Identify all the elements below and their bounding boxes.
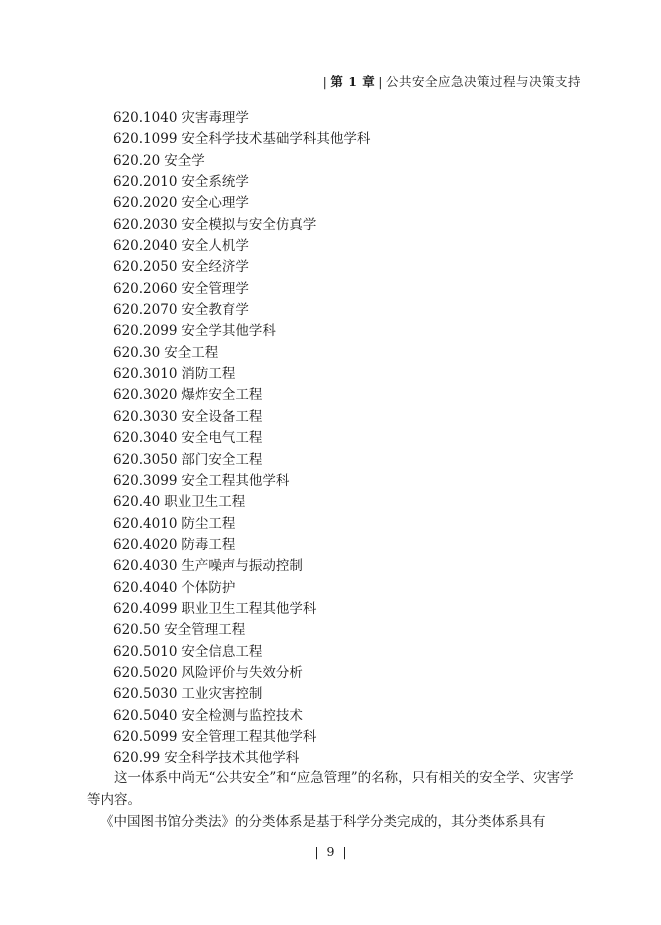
entry-name: 安全工程其他学科: [181, 472, 290, 489]
list-item: [113, 684, 370, 705]
running-header: [320, 72, 581, 90]
entry-name: 爆炸安全工程: [181, 387, 263, 404]
chapter-title: 公共安全应急决策过程与决策支持: [385, 74, 581, 89]
entry-code: 620.1099: [113, 131, 178, 148]
list-item: [113, 279, 370, 300]
list-item: [113, 620, 370, 641]
entry-code: 620.20: [113, 152, 161, 169]
entry-name: 安全科学技术基础学科其他学科: [181, 131, 371, 148]
entry-name: 安全信息工程: [181, 643, 263, 660]
entry-code: 620.2070: [113, 302, 178, 319]
body-paragraph: 《中国图书馆分类法》的分类体系是基于科学分类完成的，其分类体系具有: [100, 814, 546, 830]
entry-name: 安全设备工程: [181, 408, 263, 425]
list-item: [113, 428, 370, 449]
list-item: [113, 129, 370, 150]
entry-name: 职业卫生工程: [164, 494, 246, 511]
entry-code: 620.50: [113, 622, 161, 639]
entry-name: 安全管理学: [181, 280, 249, 297]
entry-name: 安全经济学: [181, 259, 249, 276]
entry-code: 620.99: [113, 750, 161, 767]
entry-code: 620.3030: [113, 408, 178, 425]
entry-name: 安全模拟与安全仿真学: [181, 216, 317, 233]
list-item: [113, 215, 370, 236]
list-item: [113, 385, 370, 406]
list-item: [113, 706, 370, 727]
list-item: [113, 300, 370, 321]
entry-code: 620.2040: [113, 238, 178, 255]
entry-code: 620.5099: [113, 728, 178, 745]
classification-list: [113, 108, 370, 770]
list-item: [113, 407, 370, 428]
entry-code: 620.2099: [113, 323, 178, 340]
entry-name: 安全人机学: [181, 238, 249, 255]
entry-code: 620.3050: [113, 451, 178, 468]
entry-name: 安全教育学: [181, 302, 249, 319]
entry-name: 部门安全工程: [181, 451, 263, 468]
entry-code: 620.40: [113, 494, 161, 511]
entry-code: 620.5010: [113, 643, 178, 660]
entry-code: 620.4010: [113, 515, 178, 532]
entry-name: 安全心理学: [181, 195, 249, 212]
entry-code: 620.5030: [113, 686, 178, 703]
entry-name: 安全学: [164, 152, 205, 169]
list-item: [113, 193, 370, 214]
list-item: [113, 514, 370, 535]
list-item: [113, 364, 370, 385]
list-item: [113, 663, 370, 684]
list-item: [113, 471, 370, 492]
entry-name: 安全科学技术其他学科: [164, 750, 300, 767]
entry-code: 620.5020: [113, 664, 178, 681]
entry-code: 620.5040: [113, 707, 178, 724]
list-item: [113, 727, 370, 748]
list-item: [113, 151, 370, 172]
page-number: 9: [326, 844, 335, 859]
chapter-label: 第 1 章: [330, 74, 376, 89]
list-item: [113, 321, 370, 342]
entry-name: 防尘工程: [181, 515, 236, 532]
footer-separator: |: [314, 844, 319, 859]
entry-code: 620.4040: [113, 579, 178, 596]
list-item: [113, 642, 370, 663]
list-item: [113, 343, 370, 364]
body-paragraph: 这一体系中尚无“公共安全”和“应急管理”的名称，只有相关的安全学、灾害学等内容。: [87, 770, 574, 808]
entry-code: 620.3010: [113, 366, 178, 383]
entry-name: 安全工程: [164, 344, 219, 361]
header-separator: |: [322, 74, 328, 89]
list-item: [113, 450, 370, 471]
entry-name: 职业卫生工程其他学科: [181, 600, 317, 617]
list-item: [113, 257, 370, 278]
entry-name: 安全管理工程其他学科: [181, 728, 317, 745]
list-item: [113, 108, 370, 129]
entry-name: 安全系统学: [181, 174, 249, 191]
entry-code: 620.2060: [113, 280, 178, 297]
entry-code: 620.2030: [113, 216, 178, 233]
entry-name: 安全电气工程: [181, 430, 263, 447]
list-item: [113, 492, 370, 513]
entry-code: 620.4099: [113, 600, 178, 617]
entry-code: 620.2010: [113, 174, 178, 191]
entry-code: 620.4020: [113, 536, 178, 553]
entry-name: 安全检测与监控技术: [181, 707, 303, 724]
entry-name: 个体防护: [181, 579, 236, 596]
entry-name: 风险评价与失效分析: [181, 664, 303, 681]
list-item: [113, 535, 370, 556]
entry-name: 消防工程: [181, 366, 236, 383]
entry-name: 灾害毒理学: [181, 110, 249, 126]
entry-name: 防毒工程: [181, 536, 236, 553]
entry-name: 安全学其他学科: [181, 323, 276, 340]
entry-name: 生产噪声与振动控制: [181, 558, 303, 575]
entry-code: 620.3020: [113, 387, 178, 404]
header-separator: |: [378, 74, 383, 89]
entry-code: 620.4030: [113, 558, 178, 575]
list-item: [113, 599, 370, 620]
entry-code: 620.1040: [113, 110, 178, 126]
list-item: [113, 556, 370, 577]
entry-name: 工业灾害控制: [181, 686, 263, 703]
list-item: [113, 748, 370, 769]
entry-code: 620.3099: [113, 472, 178, 489]
entry-code: 620.2050: [113, 259, 178, 276]
entry-code: 620.30: [113, 344, 161, 361]
entry-code: 620.3040: [113, 430, 178, 447]
entry-code: 620.2020: [113, 195, 178, 212]
list-item: [113, 172, 370, 193]
entry-name: 安全管理工程: [164, 622, 246, 639]
footer-separator: |: [342, 844, 347, 859]
list-item: [113, 236, 370, 257]
list-item: [113, 578, 370, 599]
page-number-footer: [0, 844, 661, 859]
